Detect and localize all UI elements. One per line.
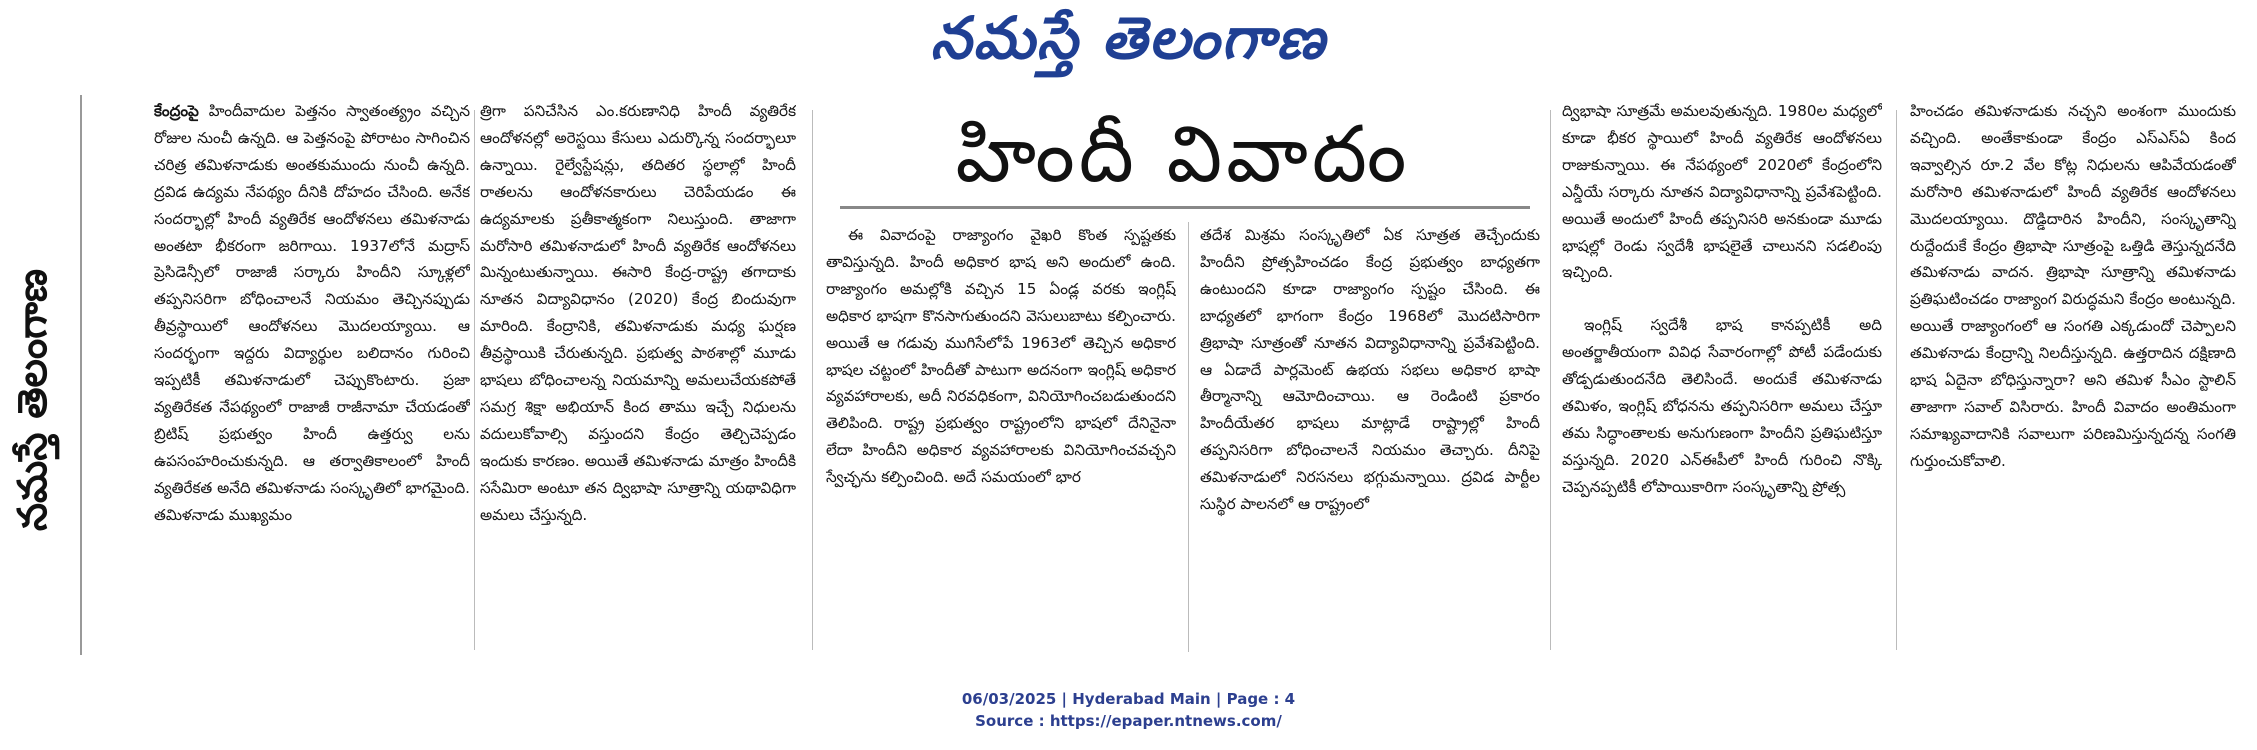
column-divider	[474, 110, 475, 650]
edition-info: 06/03/2025 | Hyderabad Main | Page : 4	[961, 690, 1296, 708]
column-2-text: త్రిగా పనిచేసిన ఎం.కరుణానిధి హిందీ వ్యతిరేక ఆందోళనల్లో అరెస్టయి కేసులు ఎదుర్కొన్న సందర్భాలూ ఉన్నాయి. రైల్వేస్టేషన్లు, తదితర స్థలాల్లో హిందీ రాతలను ఆందోళనకారులు చెరిపేయడం ఈ ఉద్యమాలకు ప్రతీకాత్మకంగా నిలుస్తుంది. తాజాగా మరోసారి తమిళనాడులో హిందీ వ్యతిరేక ఆందోళనలు మిన్నంటుతున్నాయి. ఈసారి కేంద్ర-రాష్ట్ర తగాదాకు నూతన విద్యావిధానం (2020) కేంద్ర బిందువుగా మారింది. కేంద్రానికి, తమిళనాడుకు మధ్య ఘర్షణ తీవ్రస్థాయికి చేరుతున్నది. ప్రభుత్వ పాఠశాల్లో మూడు భాషలు బోధించాలన్న నియమాన్ని అమలుచేయకపోతే సమగ్ర శిక్షా అభియాన్ కింద తాము ఇచ్చే నిధులను వదులుకోవాల్సి వస్తుందని కేంద్రం తెల్చిచెప్పడం ఇందుకు కారణం. అయితే తమిళనాడు మాత్రం హిందీకి ససేమిరా అంటూ తన ద్విభాషా సూత్రాన్ని యథావిధిగా అమలు చేస్తున్నది.	[480, 102, 796, 524]
column-1-text: హిందీవాదుల పెత్తనం స్వాతంత్య్రం వచ్చిన రోజుల నుంచీ ఉన్నది. ఆ పెత్తనంపై పోరాటం సాగించిన చరిత్ర తమిళనాడుకు అంతకుముందు నుంచీ ఉన్నది. ద్రవిడ ఉద్యమ నేపథ్యం దీనికి దోహదం చేసింది. అనేక సందర్భాల్లో హిందీ వ్యతిరేక ఆందోళనలు తమిళనాడు అంతటా భీకరంగా జరిగాయి. 1937లోనే మద్రాస్ ప్రెసిడెన్సీలో రాజాజీ సర్కారు హిందీని స్కూళ్లలో తప్పనిసరిగా బోధించాలనే నియమం తెచ్చినప్పుడు తీవ్రస్థాయిలో ఆందోళనలు మొదలయ్యాయి. ఆ సందర్భంగా ఇద్దరు విద్యార్థుల బలిదానం గురించి ఇప్పటికీ తమిళనాడులో చెప్పుకొంటారు. ప్రజా వ్యతిరేకత నేపథ్యంలో రాజాజీ రాజీనామా చేయడంతో బ్రిటిష్ ప్రభుత్వం హిందీ ఉత్తర్వు లను ఉపసంహరించుకున్నది. ఆ తర్వాతికాలంలో హిందీ వ్యతిరేకత అనేది తమిళనాడు సంస్కృతిలో భాగమైంది. తమిళనాడు ముఖ్యమం	[154, 102, 470, 524]
side-brand-label	[8, 220, 68, 580]
column-5-paragraph-1: ద్విభాషా సూత్రమే అమలవుతున్నది. 1980ల మధ్యలో కూడా భీకర స్థాయిలో హిందీ వ్యతిరేక ఆందోళనలు రాజుకున్నాయి. ఈ నేపథ్యంలో 2020లో కేంద్రంలోని ఎన్డీయే సర్కారు నూతన విద్యావిధానాన్ని ప్రవేశపెట్టింది. అయితే అందులో హిందీ తప్పనిసరి అనకుండా మూడు భాషల్లో రెండు స్వదేశీ భాషలైతే చాలునని సడలింపు ఇచ్చింది.	[1562, 102, 1882, 282]
side-brand-text: నమస్తే తెలంగాణ	[10, 268, 57, 532]
article-column-5	[1562, 98, 1882, 658]
side-divider	[80, 95, 82, 655]
article-column-3	[826, 222, 1176, 658]
masthead-title: నమస్తే తెలంగాణ	[930, 4, 1327, 72]
article-column-6	[1910, 98, 2236, 658]
column-divider	[1550, 110, 1551, 650]
source-link[interactable]: Source : https://epaper.ntnews.com/	[975, 712, 1282, 730]
column-divider	[1188, 222, 1189, 652]
column-divider	[812, 110, 813, 650]
lead-word: కేంద్రంపై	[154, 102, 199, 120]
column-6-text: హించడం తమిళనాడుకు నచ్చని అంశంగా ముందుకు వచ్చింది. అంతేకాకుండా కేంద్రం ఎస్ఎస్ఏ కింద ఇవ్వాల్సిన రూ.2 వేల కోట్ల నిధులను ఆపివేయడంతో మరోసారి తమిళనాడులో హిందీ వ్యతిరేక ఆందోళనలు మొదలయ్యాయి. దొడ్డిదారిన హిందీని, సంస్కృతాన్ని రుద్దేందుకే కేంద్రం త్రిభాషా సూత్రంపై ఒత్తిడి తెస్తున్నదనేది తమిళనాడు వాదన. త్రిభాషా సూత్రాన్ని తమిళనాడు ప్రతిఘటించడం రాజ్యాంగ విరుద్ధమని కేంద్రం అంటున్నది. అయితే రాజ్యాంగంలో ఆ సంగతి ఎక్కడుందో చెప్పాలని తమిళనాడు కేంద్రాన్ని నిలదీస్తున్నది. ఉత్తరాదిన దక్షిణాది భాష ఏదైనా బోధిస్తున్నారా? అని తమిళ సీఎం స్టాలిన్ తాజాగా సవాల్ విసిరారు. హిందీ వివాదం అంతిమంగా సమాఖ్యవాదానికి సవాలుగా పరిణమిస్తున్నదన్న సంగతి గుర్తుంచుకోవాలి.	[1910, 102, 2236, 470]
article-column-4	[1200, 222, 1540, 658]
headline-underline	[840, 206, 1530, 209]
column-1-paragraph	[154, 98, 470, 529]
column-3-text: ఈ వివాదంపై రాజ్యాంగం వైఖరి కొంత స్పష్టతకు తావిస్తున్నది. హిందీ అధికార భాష అని అందులో ఉంది. రాజ్యాంగం అమల్లోకి వచ్చిన 15 ఏండ్ల వరకు ఇంగ్లిష్ అధికార భాషగా కొనసాగుతుందని వెసులుబాటు కల్పించారు. అయితే ఆ గడువు ముగిసేలోపే 1963లో తెచ్చిన అధికార భాషల చట్టంలో హిందీతో పాటుగా అదనంగా ఇంగ్లిష్ అధికార వ్యవహారాలకు, అదీ నిరవధికంగా, వినియోగించబడుతుందని తెలిపింది. రాష్ట్ర ప్రభుత్వం రాష్ట్రంలోని భాషలో దేనినైనా లేదా హిందీని అధికార వ్యవహారాలకు వినియోగించవచ్చని స్వేచ్ఛను కల్పించింది. అదే సమయంలో భార	[826, 226, 1176, 487]
column-4-text: తదేశ మిశ్రమ సంస్కృతిలో ఏక సూత్రత తెచ్చేందుకు హిందీని ప్రోత్సహించడం కేంద్ర ప్రభుత్వం బాధ్యతగా ఉంటుందని కూడా రాజ్యాంగం స్పష్టం చేసింది. ఈ బాధ్యతలో భాగంగా కేంద్రం 1968లో మొదటిసారిగా త్రిభాషా సూత్రంతో నూతన విద్యావిధానాన్ని ప్రవేశపెట్టింది. ఆ ఏడాదే పార్లమెంట్ ఉభయ సభలు అధికార భాషా తీర్మానాన్ని ఆమోదించాయి. ఆ రెండింటి ప్రకారం హిందీయేతర భాషలు మాట్లాడే రాష్ట్రాల్లో హిందీ తప్పనిసరిగా బోధించాలనే నియమం తెచ్చారు. దీనిపై తమిళనాడులో నిరసనలు భగ్గుమన్నాయి. ద్రవిడ పార్టీల సుస్థిర పాలనలో ఆ రాష్ట్రంలో	[1200, 226, 1540, 514]
article-column-1	[154, 98, 470, 658]
page-footer	[0, 688, 2257, 732]
column-5-paragraph-2: ఇంగ్లిష్ స్వదేశీ భాష కానప్పటికీ అది అంతర్జాతీయంగా వివిధ సేవారంగాల్లో పోటీ పడేందుకు తోడ్పడుతుందనేది తెలిసిందే. అందుకే తమిళనాడు తమిళం, ఇంగ్లిష్ బోధనను తప్పనిసరిగా అమలు చేస్తూ తమ సిద్ధాంతాలకు అనుగుణంగా హిందీని ప్రతిఘటిస్తూ వస్తున్నది. 2020 ఎన్ఈపీలో హిందీ గురించి నొక్కి చెప్పనప్పటికీ లోపాయికారిగా సంస్కృతాన్ని ప్రోత్స	[1562, 316, 1882, 496]
column-divider	[1896, 110, 1897, 650]
article-column-2	[480, 98, 796, 658]
article-headline: హిందీ వివాదం	[955, 110, 1411, 200]
